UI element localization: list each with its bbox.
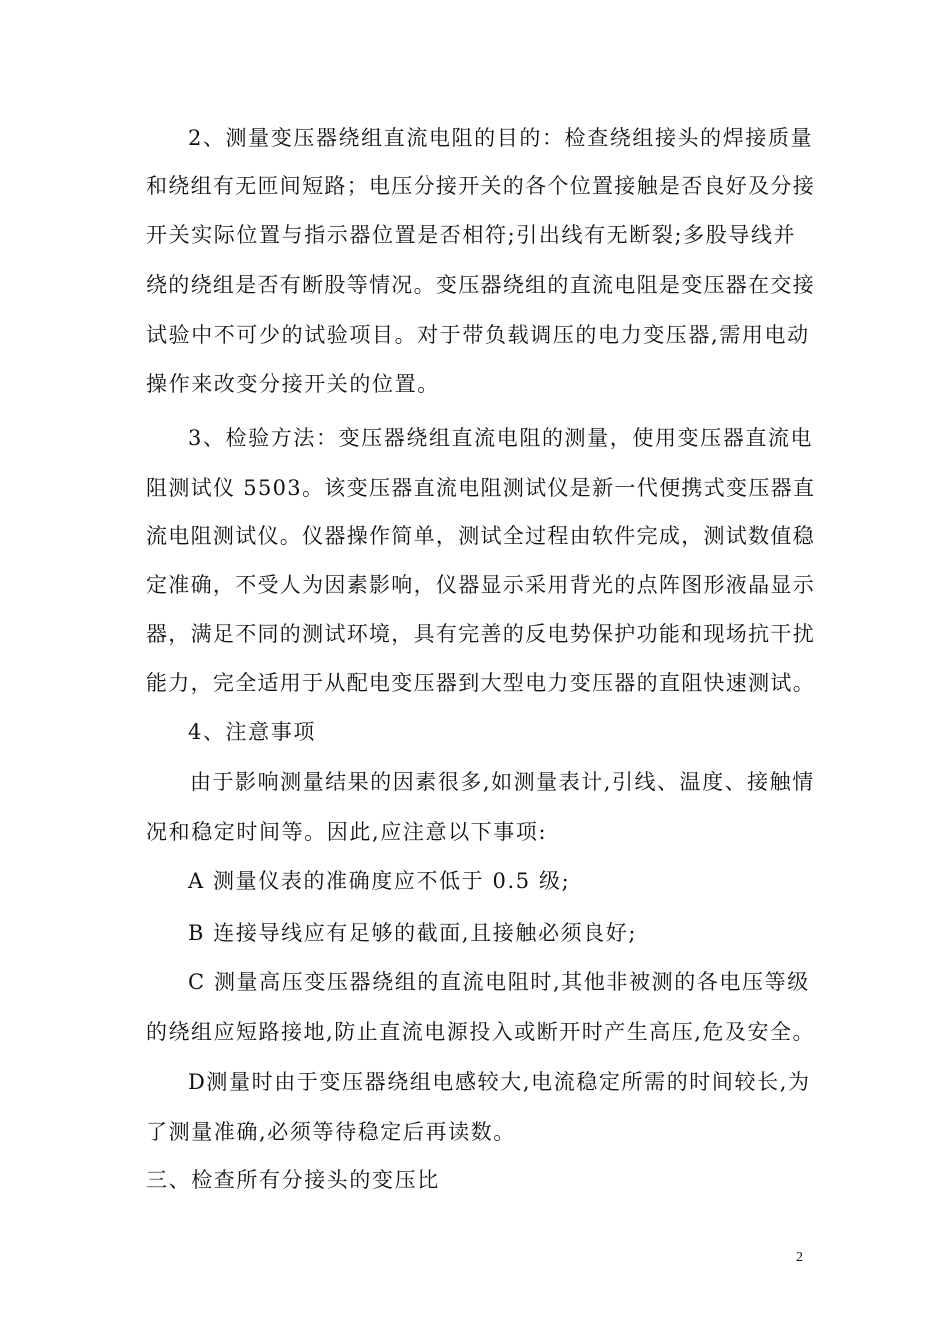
section-heading: 4、注意事项 xyxy=(188,720,316,744)
page-number: 2 xyxy=(796,1250,803,1265)
list-item: D测量时由于变压器绕组电感较大,电流稳定所需的时间较长,为 xyxy=(188,1070,811,1094)
section-heading: 三、检查所有分接头的变压比 xyxy=(146,1168,440,1192)
text-line: 3、检验方法：变压器绕组直流电阻的测量，使用变压器直流电 xyxy=(188,426,814,450)
text-line: 的绕组应短路接地,防止直流电源投入或断开时产生高压,危及安全。 xyxy=(146,1020,815,1044)
text-line: 流电阻测试仪。仪器操作简单，测试全过程由软件完成，测试数值稳 xyxy=(146,524,815,548)
list-item: C 测量高压变压器绕组的直流电阻时,其他非被测的各电压等级 xyxy=(188,970,810,994)
text-line: 能力，完全适用于从配电变压器到大型电力变压器的直阻快速测试。 xyxy=(146,671,815,695)
text-line: 试验中不可少的试验项目。对于带负载调压的电力变压器,需用电动 xyxy=(146,323,810,347)
text-line: 阻测试仪 5503。该变压器直流电阻测试仪是新一代便携式变压器直 xyxy=(146,476,816,500)
text-line: 开关实际位置与指示器位置是否相符;引出线有无断裂;多股导线并 xyxy=(146,223,797,247)
text-line: 器，满足不同的测试环境，具有完善的反电势保护功能和现场抗干扰 xyxy=(146,622,815,646)
text-line: 2、测量变压器绕组直流电阻的目的：检查绕组接头的焊接质量 xyxy=(188,126,814,150)
list-item: B 连接导线应有足够的截面,且接触必须良好; xyxy=(188,921,638,945)
text-line: 了测量准确,必须等待稳定后再读数。 xyxy=(146,1120,516,1144)
text-line: 和绕组有无匝间短路；电压分接开关的各个位置接触是否良好及分接 xyxy=(146,174,815,198)
list-item: A 测量仪表的准确度应不低于 0.5 级; xyxy=(188,869,571,893)
text-line: 操作来改变分接开关的位置。 xyxy=(146,372,440,396)
text-line: 况和稳定时间等。因此,应注意以下事项: xyxy=(146,820,548,844)
text-line: 定准确，不受人为因素影响，仪器显示采用背光的点阵图形液晶显示 xyxy=(146,573,815,597)
text-line: 由于影响测量结果的因素很多,如测量表计,引线、温度、接触情 xyxy=(190,770,815,794)
text-line: 绕的绕组是否有断股等情况。变压器绕组的直流电阻是变压器在交接 xyxy=(146,273,815,297)
